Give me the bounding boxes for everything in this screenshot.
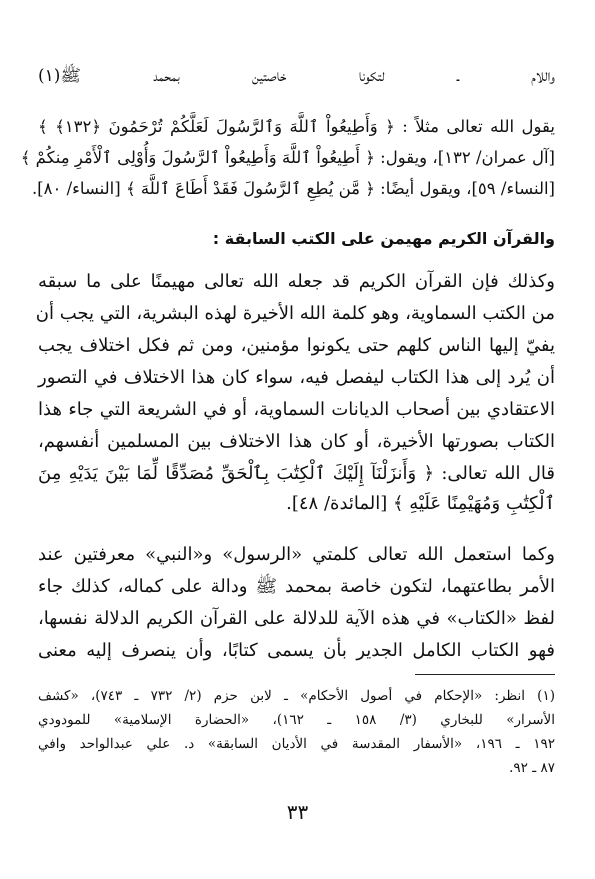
quran-line: يقول الله تعالى مثلاً : ﴿ وَأَطِيعُواْ ٱللَّهَ وَٱلرَّسُولَ لَعَلَّكُمْ تُرْحَمُونَ ﴿١٣٢﴾ ﴾ <box>38 117 555 136</box>
section-heading: والقرآن الكريم مهيمن على الكتب السابقة : <box>212 229 555 248</box>
quran-line: [آل عمران/ ١٣٢]، ويقول: ﴿ أَطِيعُواْ ٱللَّهَ وَأَطِيعُواْ ٱلرَّسُولَ وَأُوْلِى ٱلْأَمْرِ مِنكُمْ ﴾ <box>20 148 555 167</box>
paragraph-line: وكما استعمل الله تعالى كلمتي «الرسول» و«النبي» معرفتين عند <box>38 544 555 565</box>
paragraph-line: ٱلْكِتَٰبِ وَمُهَيْمِنًا عَلَيْهِ ﴾ [المائدة/ ٤٨]. <box>286 493 555 514</box>
paragraph-line: من الكتب السماوية، وهو كلمة الله الأخيرة لهذه البشرية، التي يجب أن <box>35 303 555 324</box>
paragraph-line: الكتاب بصورتها الأخيرة، أو كان هذا الاختلاف بين المسلمين أنفسهم، <box>38 431 555 452</box>
page-number: ٣٣ <box>286 800 309 824</box>
footnote-line: ١٩٢ ـ ١٩٦، «الأسفار المقدسة في الأديان السابقة» د. علي عبدالواحد وافي <box>38 736 555 752</box>
quran-line: [النساء/ ٥٩]، ويقول أيضًا: ﴿ مَّن يُطِعِ ٱلرَّسُولَ فَقَدْ أَطَاعَ ٱللَّهَ ﴾ [النساء/ ٨٠]. <box>31 179 555 198</box>
paragraph-line: فهو الكتاب الكامل الجدير بأن يسمى كتابًا، وأن ينصرف إليه معنى <box>38 640 555 661</box>
paragraph-line: يفيّ إليها الناس كلهم حتى يكونوا مؤمنين، ومن ثم فكل اختلاف يجب <box>38 335 555 356</box>
paragraph-line: لفظ «الكتاب» في هذه الآية للدلالة على القرآن الكريم الدلالة نفسها، <box>38 608 555 629</box>
paragraph-line: الاعتقادي بين أصحاب الديانات السماوية، أو في الشريعة التي جاء هذا <box>38 399 555 420</box>
opening-line: واللام ـ لتكونا خاصتين بمحمد ﷺ(١) <box>38 66 555 86</box>
footnote-line: (١) انظر: «الإحكام في أصول الأحكام» ـ لابن حزم (٢/ ٧٣٢ ـ ٧٤٣)، «كشف <box>38 688 555 704</box>
paragraph-line: أن يُرد إلى هذا الكتاب ليفصل فيه، سواء كان هذا الاختلاف في التصور <box>38 367 555 388</box>
paragraph-line: قال الله تعالى: ﴿ وَأَنزَلْنَآ إِلَيْكَ ٱلْكِتَٰبَ بِٱلْحَقِّ مُصَدِّقًا لِّمَا بَيْنَ يَدَيْهِ مِنَ <box>38 463 555 484</box>
footnote-separator <box>415 674 555 675</box>
footnote-line: الأسرار» للبخاري (٣/ ١٥٨ ـ ١٦٢)، «الحضارة الإسلامية» للمودودي <box>38 712 555 728</box>
footnote-line: ٨٧ ـ ٩٢. <box>509 760 555 776</box>
paragraph-line: وكذلك فإن القرآن الكريم قد جعله الله تعالى مهيمنًا على ما سبقه <box>38 271 555 292</box>
paragraph-line: الأمر بطاعتهما، لتكون خاصة بمحمد ﷺ ودالة على كماله، كذلك جاء <box>38 576 555 597</box>
